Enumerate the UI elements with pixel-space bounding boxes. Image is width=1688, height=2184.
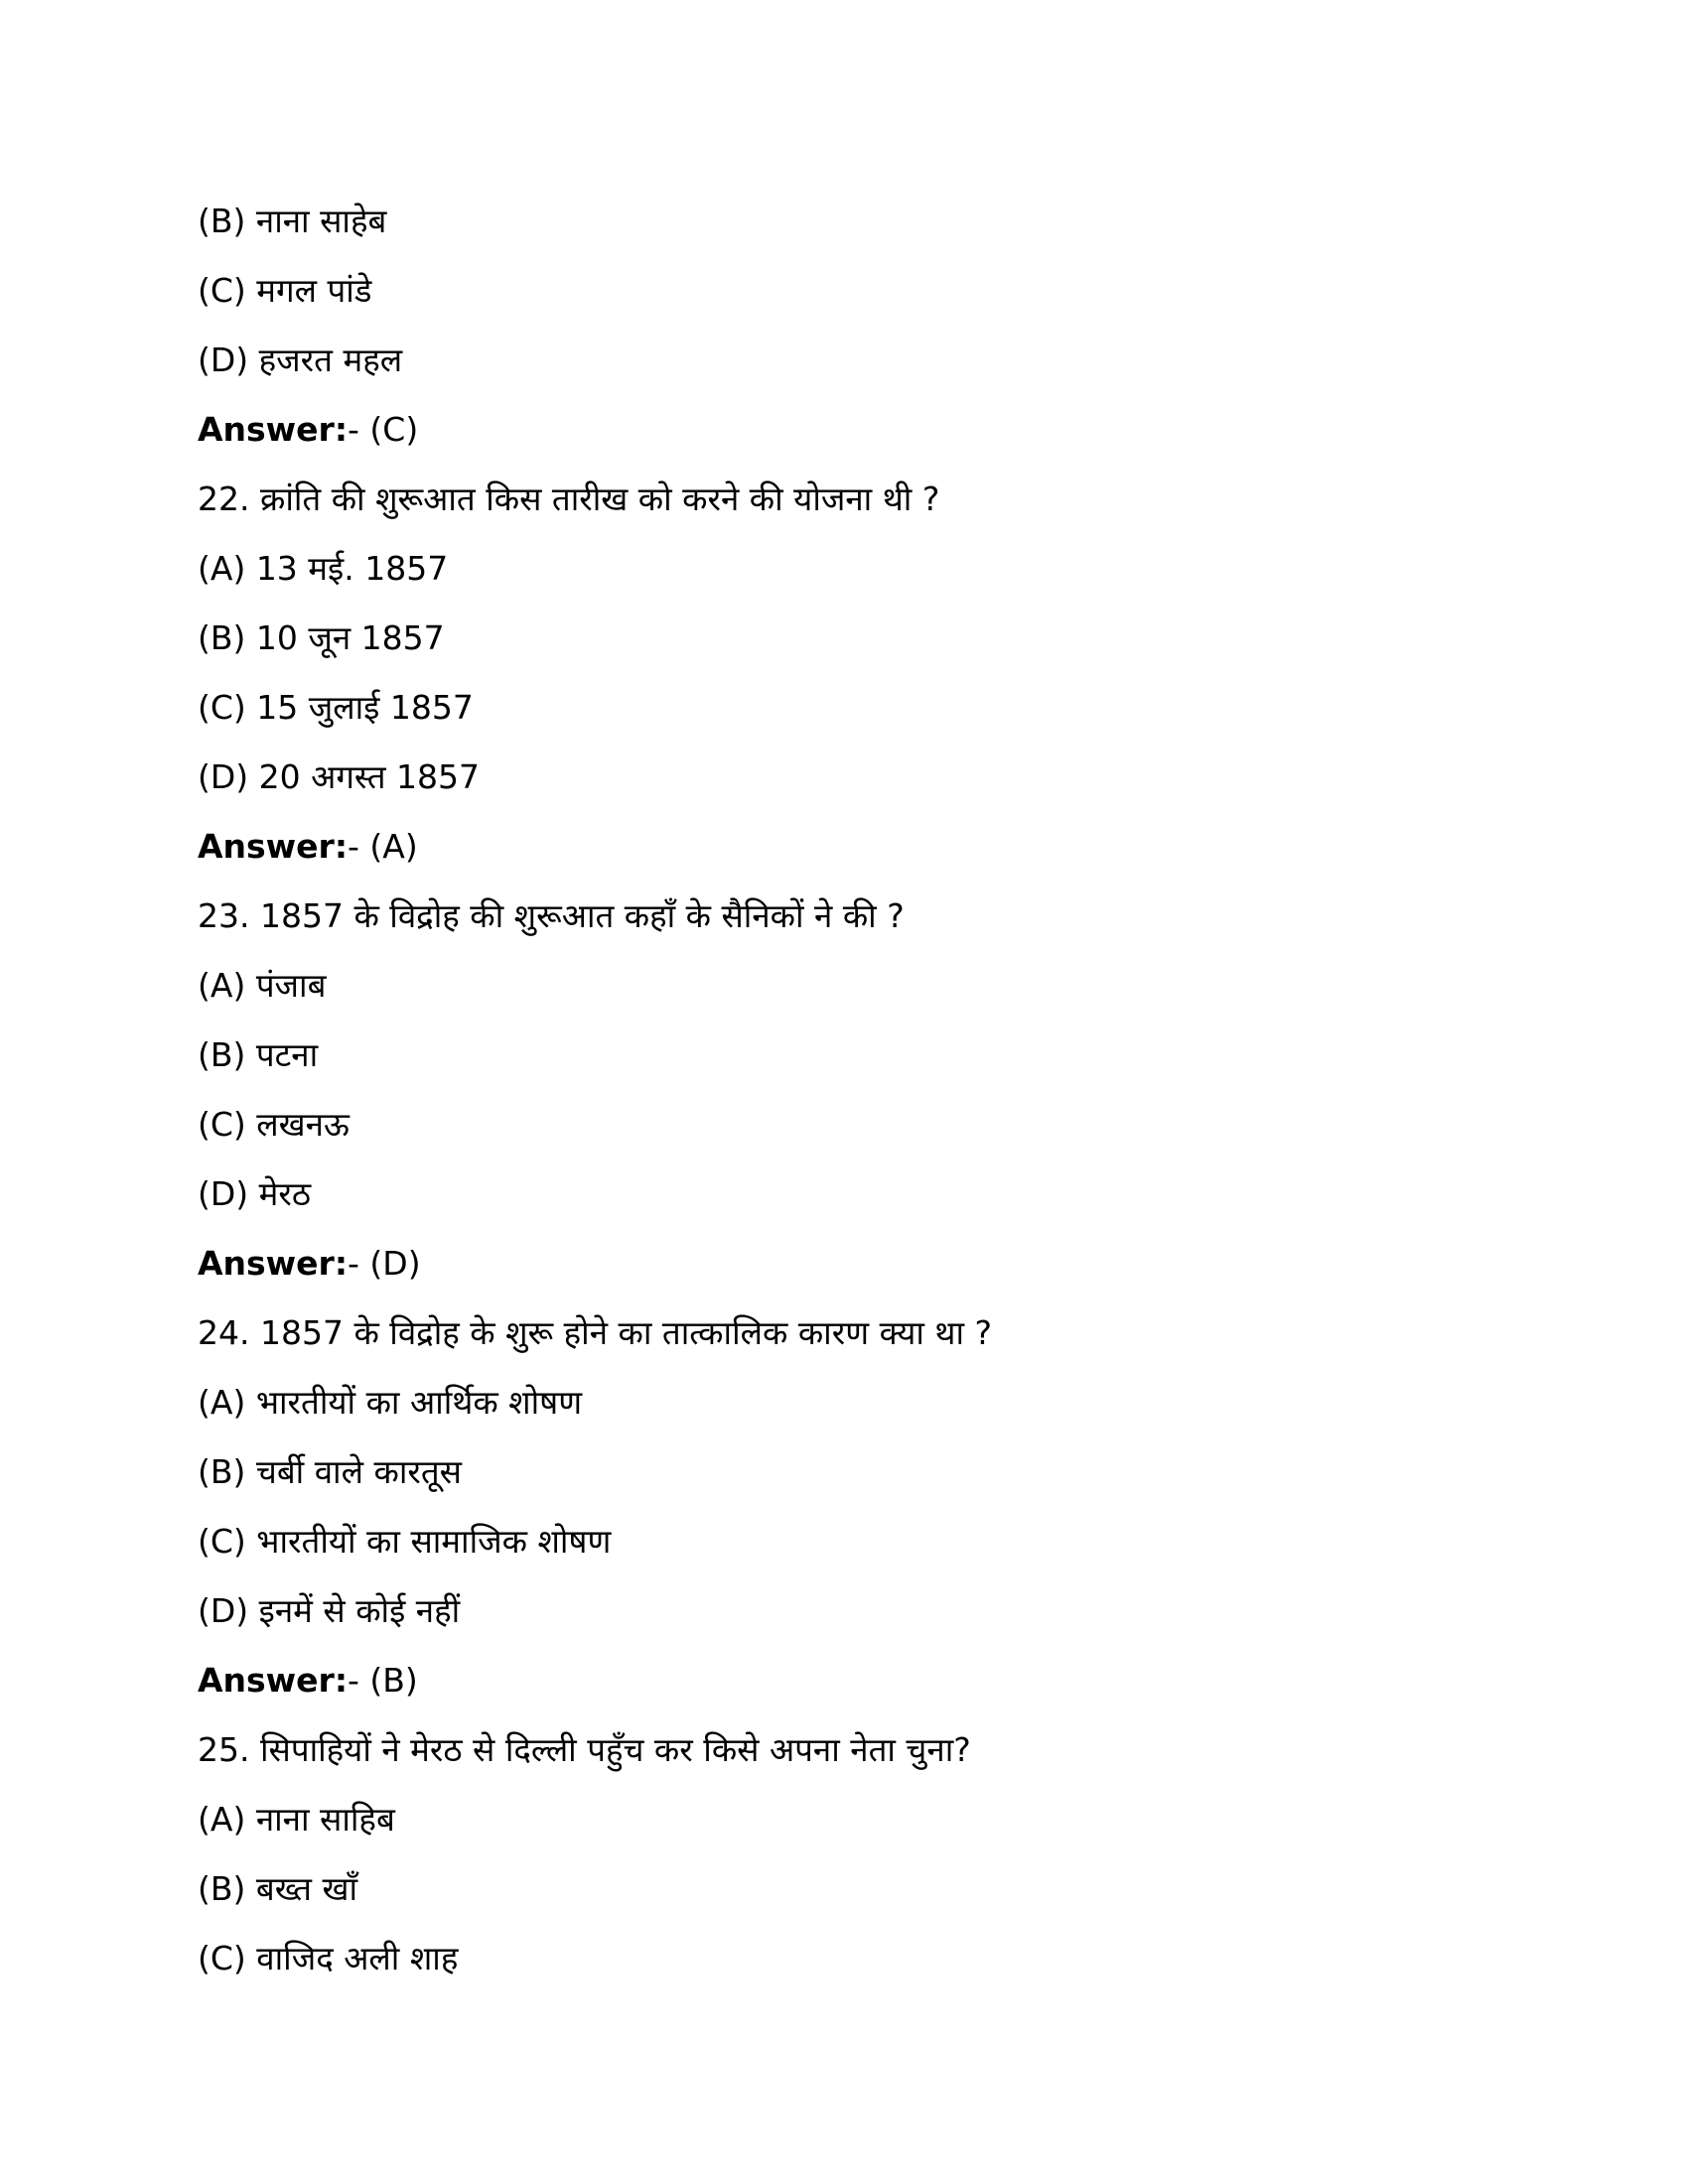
option-text: (B) नाना साहेब xyxy=(198,202,387,240)
option-text: (A) नाना साहिब xyxy=(198,1800,395,1839)
option-text: (D) मेरठ xyxy=(198,1174,312,1213)
answer-line xyxy=(198,819,1488,888)
question-text: 25. सिपाहियों ने मेरठ से दिल्ली पहुँच कर किसे अपना नेता चुना? xyxy=(198,1730,971,1769)
answer-label: Answer: xyxy=(198,1661,349,1700)
answer-value: - (A) xyxy=(348,827,418,866)
option-text: (C) लखनऊ xyxy=(198,1105,350,1144)
option-text: (C) वाजिद अली शाह xyxy=(198,1939,459,1978)
option-text: (A) भारतीयों का आर्थिक शोषण xyxy=(198,1383,583,1422)
option-text: (C) 15 जुलाई 1857 xyxy=(198,688,474,727)
answer-line xyxy=(198,1653,1488,1722)
answer-line xyxy=(198,1236,1488,1305)
question-text: 24. 1857 के विद्रोह के शुरू होने का तात्कालिक कारण क्या था ? xyxy=(198,1313,993,1352)
question-text: 22. क्रांति की शुरूआत किस तारीख को करने की योजना थी ? xyxy=(198,479,940,518)
document-page xyxy=(198,194,1488,2000)
option-text: (A) पंजाब xyxy=(198,966,327,1005)
question-text: 23. 1857 के विद्रोह की शुरूआत कहाँ के सैनिकों ने की ? xyxy=(198,896,905,935)
option-text: (C) भारतीयों का सामाजिक शोषण xyxy=(198,1522,612,1561)
option-text: (B) चर्बी वाले कारतूस xyxy=(198,1452,462,1491)
option-text: (B) बख्त खाँ xyxy=(198,1869,358,1908)
option-text: (C) मगल पांडे xyxy=(198,271,372,310)
answer-label: Answer: xyxy=(198,410,349,449)
answer-label: Answer: xyxy=(198,1244,349,1283)
answer-value: - (C) xyxy=(348,410,419,449)
option-text: (B) 10 जून 1857 xyxy=(198,618,445,657)
option-text: (B) पटना xyxy=(198,1035,319,1074)
option-text: (D) 20 अगस्त 1857 xyxy=(198,757,481,796)
answer-label: Answer: xyxy=(198,827,349,866)
answer-value: - (D) xyxy=(348,1244,421,1283)
option-text: (D) हजरत महल xyxy=(198,341,403,379)
answer-line xyxy=(198,402,1488,472)
option-text: (D) इनमें से कोई नहीं xyxy=(198,1591,461,1630)
option-text: (A) 13 मई. 1857 xyxy=(198,549,449,588)
answer-value: - (B) xyxy=(348,1661,418,1700)
